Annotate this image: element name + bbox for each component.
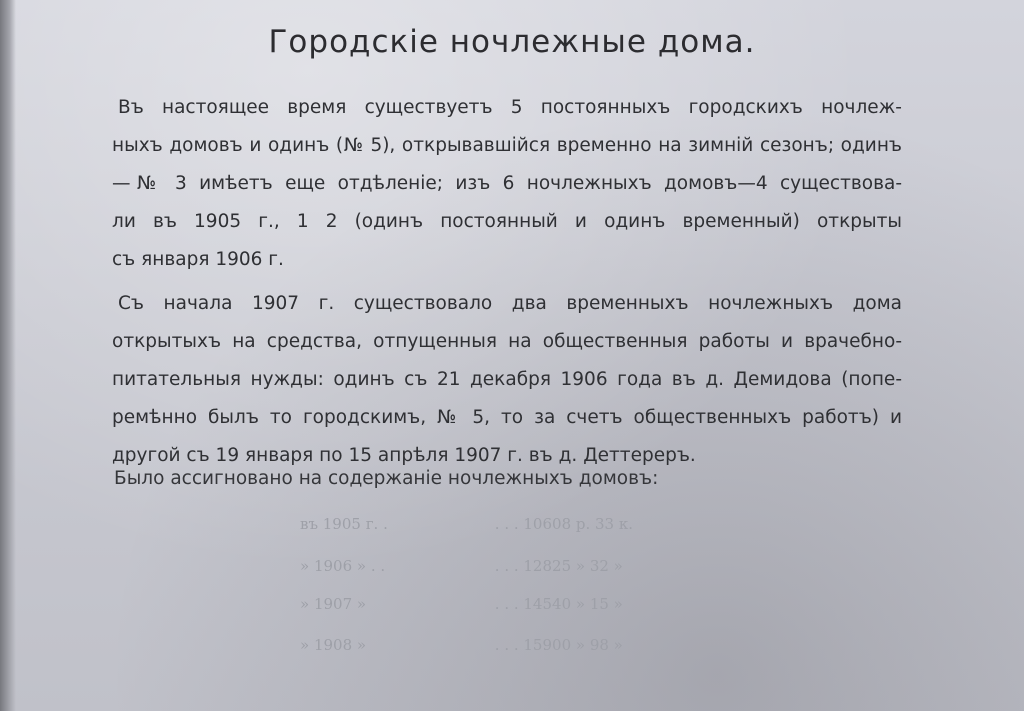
paragraph-2 (112, 285, 902, 475)
allocation-row (300, 506, 695, 542)
allocation-year: » 1908 » (300, 636, 367, 654)
paragraph-1-line: съ января 1906 г. (112, 249, 284, 270)
allocation-year: » 1907 » (300, 595, 367, 613)
paragraph-2-line: ремѣнно былъ то городскимъ, № 5, то за счетъ общественныхъ работъ) и (112, 407, 902, 428)
paragraph-2-line: Съ начала 1907 г. существовало два временныхъ ночлежныхъ дома (118, 293, 902, 314)
paragraph-2-line: другой съ 19 января по 15 апрѣля 1907 г. въ д. Деттереръ. (112, 445, 696, 466)
allocation-amount: . . . 15900 » 98 » (494, 636, 623, 654)
allocation-year: » 1906 » . . (300, 557, 386, 575)
paragraph-1-line: ли въ 1905 г., 1 2 (одинъ постоянный и одинъ временный) открыты (112, 211, 902, 232)
paragraph-1-line: —№ 3 имѣетъ еще отдѣленiе; изъ 6 ночлежныхъ домовъ—4 существова- (112, 173, 902, 194)
paragraph-1-line: ныхъ домовъ и одинъ (№ 5), открывавшiйся временно на зимнiй сезонъ; одинъ (112, 135, 902, 156)
paragraph-1 (112, 89, 902, 279)
page-title: Городскiе ночлежные дома. (268, 24, 756, 60)
allocation-row (300, 586, 695, 622)
allocation-intro: Было ассигновано на содержанiе ночлежныхъ домовъ: (114, 468, 659, 489)
paragraph-2-line: открытыхъ на средства, отпущенныя на общественныя работы и врачебно- (112, 331, 902, 352)
allocation-year: въ 1905 г. . (300, 515, 388, 533)
paragraph-1-line: Въ настоящее время существуетъ 5 постоянныхъ городскихъ ночлеж- (118, 97, 902, 118)
allocation-amount: . . . 10608 р. 33 к. (494, 515, 634, 533)
allocation-amount: . . . 14540 » 15 » (494, 595, 623, 613)
paragraph-2-line: питательныя нужды: одинъ съ 21 декабря 1906 года въ д. Демидова (попе- (112, 369, 902, 390)
allocation-amount: . . . 12825 » 32 » (494, 557, 623, 575)
page-left-edge-shadow (0, 0, 16, 711)
allocation-row (300, 548, 695, 584)
allocation-row (300, 627, 695, 663)
